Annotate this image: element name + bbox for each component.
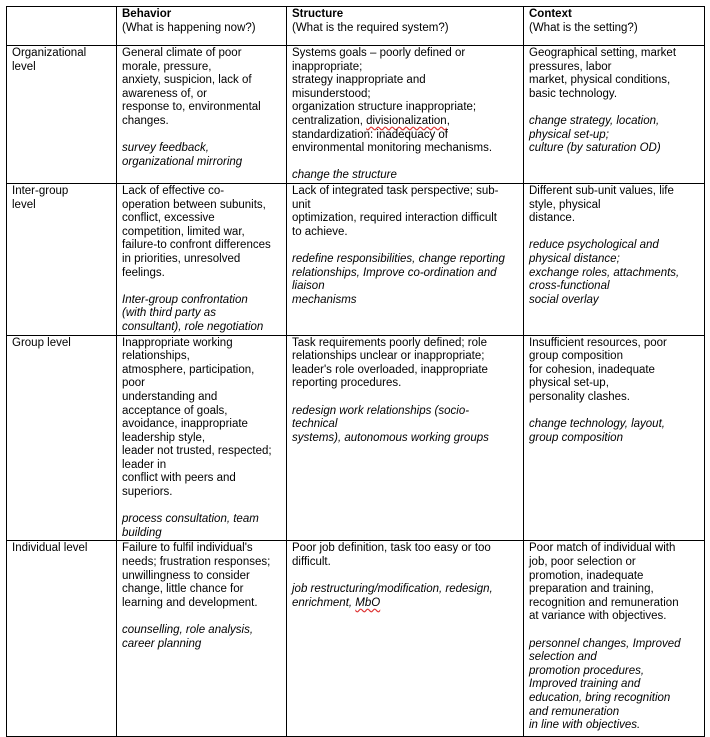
cell-text-line: Inappropriate working (122, 336, 233, 349)
cell-text-line: change, little chance for (122, 583, 244, 596)
intervention-line: change the structure (292, 169, 397, 182)
spacer (529, 405, 700, 419)
cell-text-line: job, poor selection or (529, 556, 636, 569)
cell-structure (287, 335, 524, 541)
header-title: Structure (292, 8, 344, 20)
cell-text-line: relationships unclear or inappropriate; (292, 350, 485, 363)
row-label (7, 184, 117, 336)
cell-text-line: understanding and (122, 390, 218, 403)
spellcheck-mark: MbO (355, 596, 381, 609)
cell-text-line: standardization: inadequacy of (292, 128, 448, 141)
spellcheck-mark: divisionalization (366, 114, 447, 127)
cell-text-line: needs; frustration responses; (122, 556, 271, 569)
cell-structure (287, 184, 524, 336)
cell-text-line: physical set-up, (529, 377, 609, 390)
intervention-line: change technology, layout, (529, 418, 665, 431)
cell-text-line: Task requirements poorly defined; role (292, 336, 487, 349)
intervention-line: (with third party as (122, 307, 216, 320)
cell-context (524, 541, 705, 737)
intervention-line: change strategy, location, (529, 114, 660, 127)
cell-behavior (117, 184, 287, 336)
cell-text-line: at variance with objectives. (529, 610, 667, 623)
cell-text-line: Lack of integrated task perspective; sub- (292, 185, 499, 197)
intervention-line: career planning (122, 637, 202, 650)
cell-text-line: leader's role overloaded, inappropriate (292, 363, 488, 376)
cell-text-line: learning and development. (122, 596, 258, 609)
intervention-line: technical (292, 418, 338, 431)
diagnosis-table (6, 6, 705, 737)
intervention-line: physical set-up; (529, 128, 609, 141)
intervention-line: redefine responsibilities, change reporting (292, 252, 505, 265)
cell-text-line: pressures, labor (529, 60, 612, 73)
cell-text-line: response to, environmental (122, 101, 261, 114)
cell-text-line: avoidance, inappropriate (122, 418, 248, 431)
cell-text-line: level (12, 198, 36, 211)
cell-structure (287, 541, 524, 737)
cell-text-line: to achieve. (292, 225, 348, 238)
cell-text-line: morale, pressure, (122, 60, 212, 73)
cell-text-line: reporting procedures. (292, 377, 402, 390)
intervention-line: exchange roles, attachments, (529, 266, 680, 279)
intervention-line: reduce psychological and (529, 239, 659, 252)
cell-text-line: leadership style, (122, 431, 206, 444)
cell-text-line: competition, limited war, (122, 225, 245, 238)
cell-text-line: awareness of, or (122, 87, 208, 100)
cell-text-line: promotion, inadequate (529, 569, 644, 582)
cell-text-line: level (12, 60, 36, 73)
cell-text-line: Organizational (12, 47, 87, 59)
cell-text-line: leader in (122, 458, 167, 471)
intervention-line: Improved training and (529, 678, 641, 691)
cell-text-line: anxiety, suspicion, lack of (122, 74, 252, 87)
cell-text-line: Geographical setting, market (529, 47, 677, 59)
intervention-line: promotion procedures, (529, 664, 645, 677)
spacer (122, 129, 282, 143)
cell-text-line: misunderstood; (292, 87, 371, 100)
cell-text-line: Poor job definition, task too easy or too (292, 542, 491, 555)
spacer (292, 239, 519, 253)
intervention-line: selection and (529, 651, 597, 664)
cell-text-line: unwillingness to consider (122, 569, 250, 582)
intervention-line: personnel changes, Improved (529, 637, 681, 650)
cell-text-line: market, physical conditions, (529, 74, 671, 87)
cell-text-line: changes. (122, 114, 169, 127)
intervention-line: process consultation, team (122, 513, 259, 526)
cell-text-line: relationships, (122, 350, 190, 363)
cell-text-line: acceptance of goals, (122, 404, 228, 417)
header-row (7, 7, 705, 46)
cell-text-line: organization structure inappropriate; (292, 101, 477, 114)
header-title: Context (529, 8, 572, 20)
cell-text-line: personality clashes. (529, 390, 630, 403)
header-subtitle: (What is the required system?) (292, 21, 449, 34)
cell-context (524, 335, 705, 541)
cell-behavior (117, 541, 287, 737)
spacer (122, 500, 282, 514)
intervention-line: social overlay (529, 293, 599, 306)
intervention-line: job restructuring/modification, redesign, (292, 583, 493, 596)
cell-text-line: Individual level (12, 542, 88, 555)
cell-text-line: Systems goals – poorly defined or (292, 47, 466, 59)
cell-text-line: difficult. (292, 556, 331, 569)
intervention-line: cross-functional (529, 280, 610, 293)
cell-text-line: Failure to fulfil individual's (122, 542, 253, 555)
intervention-line: and remuneration (529, 705, 620, 718)
cell-text-line: conflict, excessive (122, 212, 215, 225)
cell-text-line: General climate of poor (122, 47, 242, 59)
intervention-line: mechanisms (292, 293, 357, 306)
intervention-line: organizational mirroring (122, 155, 243, 168)
intervention-line: group composition (529, 431, 623, 444)
intervention-line: enrichment, MbO (292, 596, 381, 609)
cell-text-line: failure-to confront differences (122, 239, 271, 252)
spacer (529, 101, 700, 115)
cell-text-line: group composition (529, 350, 623, 363)
table-row-group (7, 335, 705, 541)
row-label (7, 335, 117, 541)
table-row-individual (7, 541, 705, 737)
intervention-line: Inter-group confrontation (122, 293, 248, 306)
row-label (7, 541, 117, 737)
intervention-line: survey feedback, (122, 142, 209, 155)
cell-text-line: Lack of effective co- (122, 185, 225, 197)
spacer (122, 280, 282, 294)
cell-text-line: distance. (529, 212, 576, 225)
cell-text-line: inappropriate; (292, 60, 363, 73)
cell-text-line: feelings. (122, 266, 165, 279)
cell-behavior (117, 46, 287, 184)
cell-text-line: recognition and remuneration (529, 596, 679, 609)
header-structure (287, 7, 524, 46)
cell-text-line: Different sub-unit values, life (529, 185, 674, 197)
intervention-line: systems), autonomous working groups (292, 431, 489, 444)
intervention-line: in line with objectives. (529, 719, 641, 732)
cell-text-line: optimization, required interaction difficult (292, 212, 497, 225)
cell-text-line: leader not trusted, respected; (122, 445, 272, 458)
header-title: Behavior (122, 8, 172, 20)
cell-text-line: Inter-group (12, 185, 69, 197)
cell-context (524, 184, 705, 336)
cell-text-line: atmosphere, participation, (122, 363, 255, 376)
cell-text-line: in priorities, unresolved (122, 252, 241, 265)
intervention-line: culture (by saturation OD) (529, 142, 661, 155)
cell-context (524, 46, 705, 184)
spacer (529, 624, 700, 638)
spacer (529, 226, 700, 240)
header-behavior (117, 7, 287, 46)
cell-text-line: environmental monitoring mechanisms. (292, 142, 493, 155)
spacer (292, 570, 519, 584)
cell-text-line: Insufficient resources, poor (529, 336, 667, 349)
intervention-line: building (122, 526, 162, 539)
intervention-line: redesign work relationships (socio- (292, 404, 470, 417)
cell-text-line: Group level (12, 336, 71, 349)
intervention-line: relationships, Improve co-ordination and (292, 266, 497, 279)
intervention-line: counselling, role analysis, (122, 624, 254, 636)
spacer (292, 391, 519, 405)
header-context (524, 7, 705, 46)
cell-text-line: operation between subunits, (122, 198, 266, 211)
cell-text-line: unit (292, 198, 311, 211)
cell-text-line: style, physical (529, 198, 601, 211)
spacer (292, 156, 519, 170)
cell-text-line: strategy inappropriate and (292, 74, 426, 87)
cell-text-line: superiors. (122, 486, 173, 499)
table-row-organizational (7, 46, 705, 184)
cell-text-line: conflict with peers and (122, 472, 236, 485)
cell-text-line: basic technology. (529, 87, 618, 100)
corner-cell (7, 7, 117, 46)
intervention-line: education, bring recognition (529, 691, 671, 704)
intervention-line: consultant), role negotiation (122, 320, 264, 333)
cell-text-line: centralization, divisionalization, (292, 114, 450, 127)
intervention-line: liaison (292, 280, 325, 293)
cell-behavior (117, 335, 287, 541)
row-label (7, 46, 117, 184)
cell-text-line: Poor match of individual with (529, 542, 676, 555)
spacer (122, 610, 282, 624)
cell-structure (287, 46, 524, 184)
cell-text-line: for cohesion, inadequate (529, 363, 655, 376)
table-row-inter-group (7, 184, 705, 336)
intervention-line: physical distance; (529, 252, 620, 265)
cell-text-line: preparation and training, (529, 583, 654, 596)
cell-text-line: poor (122, 377, 146, 390)
header-subtitle: (What is happening now?) (122, 21, 256, 34)
header-subtitle: (What is the setting?) (529, 21, 638, 34)
